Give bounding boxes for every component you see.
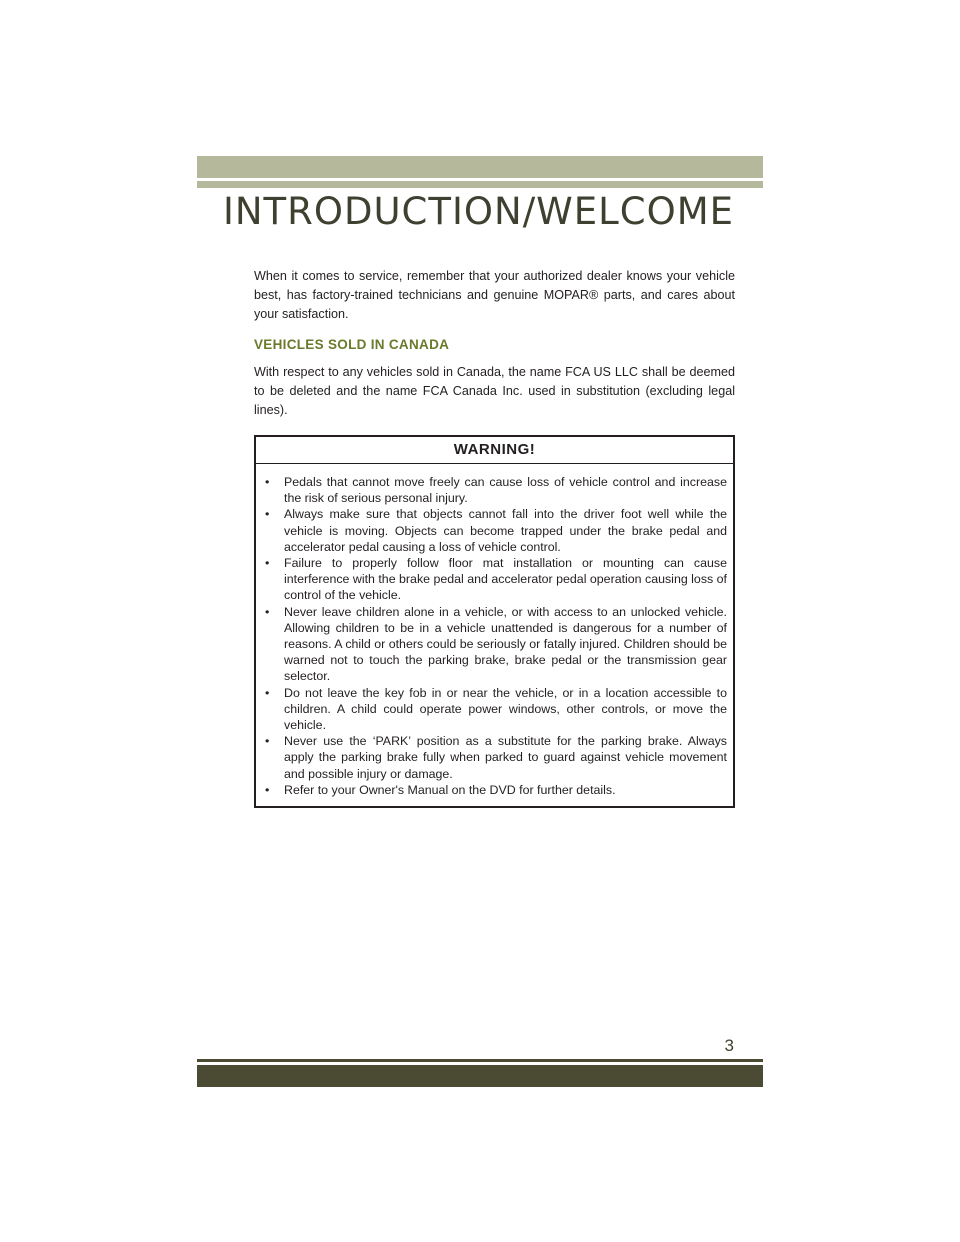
section-title: INTRODUCTION/WELCOME [222,190,734,233]
warning-item-text: Failure to properly follow floor mat installation or mounting can cause interference with the brake pedal and accelerator pedal operation causing loss of control of the vehicle. [284,556,727,603]
warning-list [256,464,733,806]
warning-box [254,435,735,808]
warning-item [265,506,727,555]
page-content [254,267,735,808]
warning-item [265,685,727,734]
warning-item [265,604,727,685]
warning-item-text: Pedals that cannot move freely can cause loss of vehicle control and increase the risk of serious personal injury. [284,475,727,506]
bullet-icon: • [265,734,270,749]
warning-item-text: Do not leave the key fob in or near the vehicle, or in a location accessible to children. A child could operate power windows, other controls, or move the vehicle. [284,685,727,733]
warning-item-text: Always make sure that objects cannot fall into the driver foot well while the vehicle is moving. Objects can become trapped under the brake pedal and accelerator pedal causing a loss of vehicle control. [284,507,727,554]
canada-paragraph: With respect to any vehicles sold in Canada, the name FCA US LLC shall be deemed to be deleted and the name FCA Canada Inc. used in substitution (excluding legal lines). [254,365,735,417]
bullet-icon: • [265,507,270,522]
warning-item [265,733,727,782]
bullet-icon: • [265,475,270,489]
warning-item [265,474,727,506]
bullet-icon: • [265,604,270,619]
footer-band [197,1065,763,1087]
warning-item [265,782,727,798]
warning-item [265,555,727,604]
page-number: 3 [724,1036,734,1055]
header-band [197,156,763,178]
header-rule [197,181,763,188]
warning-item-text: Never leave children alone in a vehicle, or with access to an unlocked vehicle. Allowing children to be in a vehicle unattended is dangerous for a number of reasons. A child or others could be seriously or fatally injured. Children should be warned not to touch the parking brake, brake pedal or the transmission gear selector. [284,604,727,684]
bullet-icon: • [265,782,270,797]
canada-heading: VEHICLES SOLD IN CANADA [254,337,450,352]
bullet-icon: • [265,556,270,571]
warning-title: WARNING! [256,437,733,464]
warning-item-text: Never use the ‘PARK’ position as a substitute for the parking brake. Always apply the parking brake fully when parked to guard against vehicle movement and possible injury or damage. [284,734,727,781]
warning-item-text: Refer to your Owner's Manual on the DVD for further details. [284,782,616,797]
bullet-icon: • [265,685,270,700]
intro-paragraph: When it comes to service, remember that your authorized dealer knows your vehicle best, has factory-trained technicians and genuine MOPAR® parts, and cares about your satisfaction. [254,269,735,321]
footer-rule [197,1059,763,1062]
